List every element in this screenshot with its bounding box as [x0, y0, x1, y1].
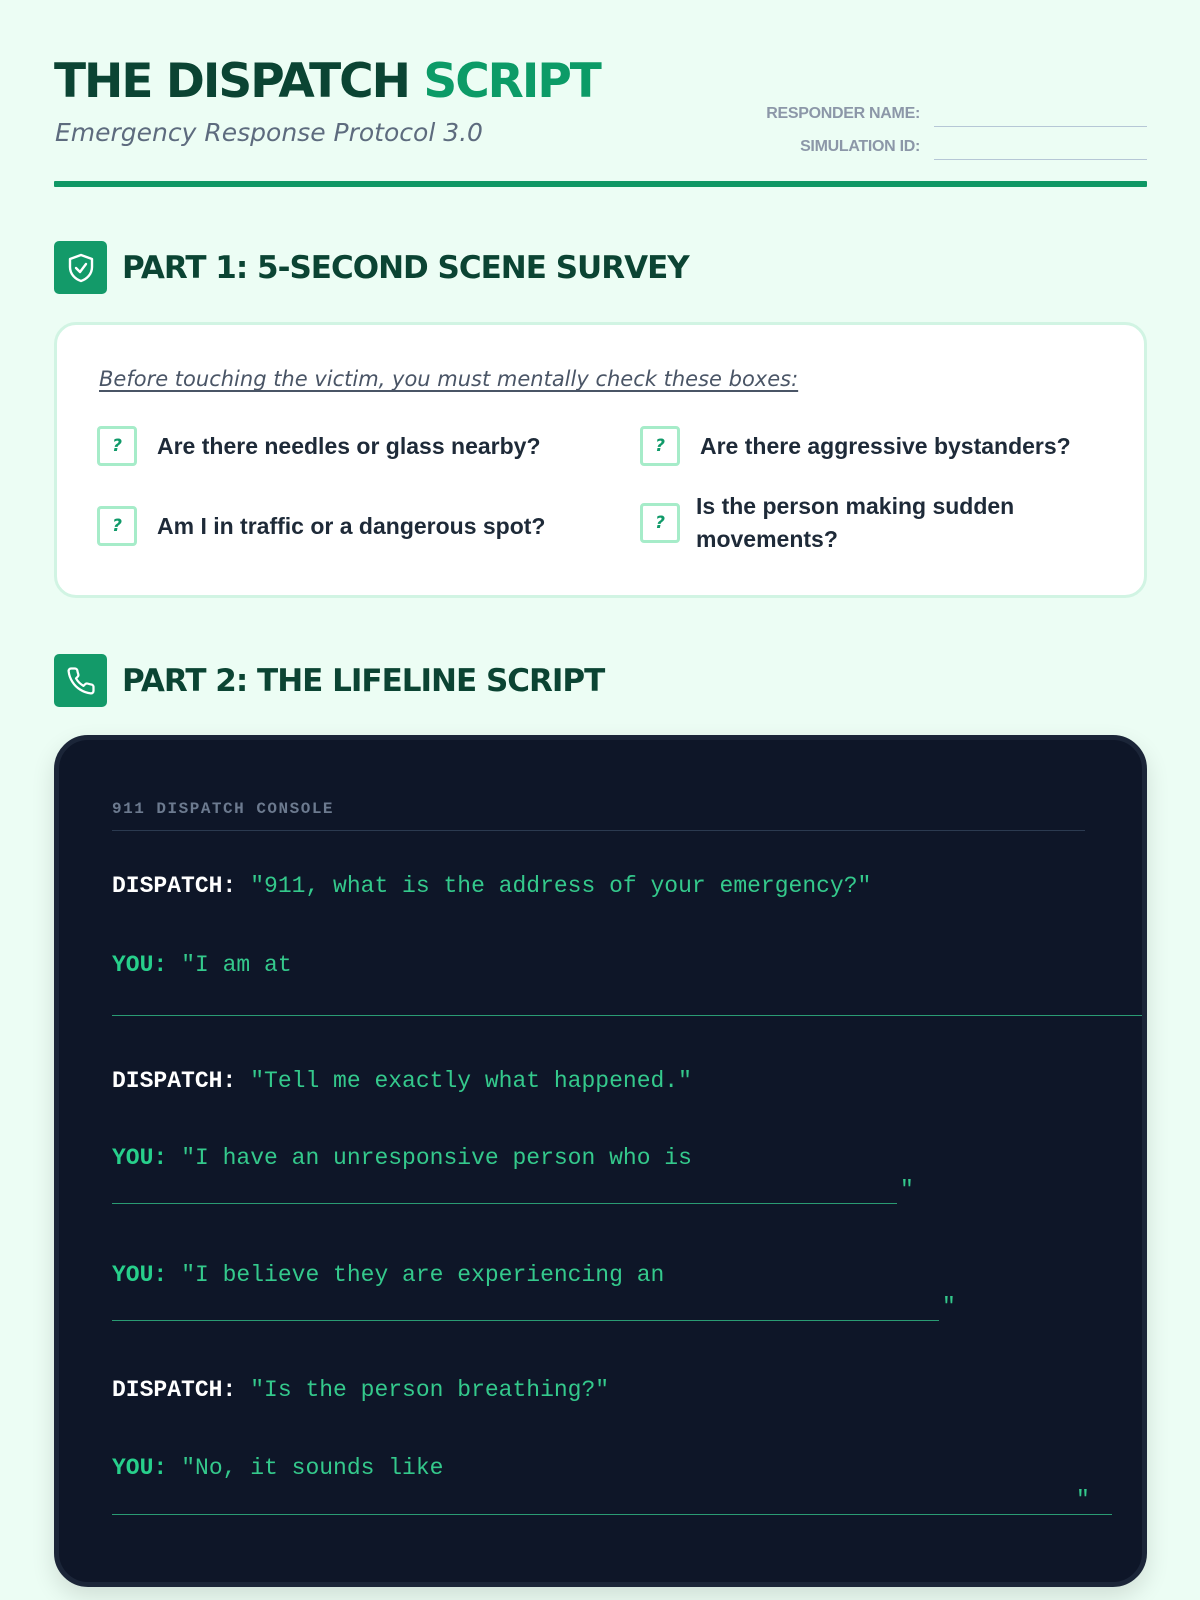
speaker-label: YOU:	[112, 952, 168, 978]
answer-blank-condition[interactable]	[112, 1203, 897, 1204]
closing-quote: "	[942, 1294, 956, 1320]
dialog-text: "Tell me exactly what happened."	[250, 1068, 692, 1094]
checklist-item[interactable]	[640, 426, 1071, 466]
checklist-item-text: Am I in traffic or a dangerous spot?	[157, 512, 546, 539]
dialog-text: "911, what is the address of your emergency?"	[250, 873, 872, 899]
dialog-text: "I believe they are experiencing an	[181, 1262, 665, 1288]
dialog-text: "I am at	[181, 952, 292, 978]
checklist-item[interactable]	[640, 490, 1056, 556]
console-title: 911 DISPATCH CONSOLE	[112, 800, 1085, 831]
speaker-label: YOU:	[112, 1145, 168, 1171]
question-box[interactable]: ?	[97, 426, 137, 466]
worksheet-page	[54, 0, 1147, 1513]
speaker-label: DISPATCH:	[112, 873, 237, 899]
dialog-text: "I have an unresponsive person who is	[181, 1145, 692, 1171]
dialog-line	[112, 952, 292, 978]
speaker-label: DISPATCH:	[112, 1377, 237, 1403]
worksheet-header	[54, 0, 1147, 188]
shield-check-icon	[54, 241, 107, 294]
part1-title: PART 1: 5-SECOND SCENE SURVEY	[122, 249, 689, 286]
speaker-label: DISPATCH:	[112, 1068, 237, 1094]
checklist-item-text: Are there needles or glass nearby?	[157, 432, 541, 459]
responder-name-row	[747, 94, 1147, 127]
answer-blank-emergency[interactable]	[112, 1320, 939, 1321]
simulation-id-label: SIMULATION ID:	[800, 138, 920, 155]
checklist-item-text: Are there aggressive bystanders?	[700, 432, 1071, 459]
responder-name-field[interactable]	[934, 105, 1147, 127]
dialog-line	[112, 1145, 692, 1171]
closing-quote: "	[1076, 1487, 1090, 1513]
phone-icon	[54, 654, 107, 707]
dialog-line	[112, 1455, 443, 1481]
dialog-line	[112, 873, 871, 899]
question-box[interactable]: ?	[640, 503, 680, 543]
part2-header	[54, 654, 604, 707]
title-accent: SCRIPT	[423, 54, 600, 109]
dialog-text: "No, it sounds like	[181, 1455, 444, 1481]
dispatch-console	[54, 735, 1147, 1587]
dialog-line	[112, 1262, 664, 1288]
answer-blank-address[interactable]	[112, 1015, 1142, 1016]
header-divider	[54, 181, 1147, 187]
speaker-label: YOU:	[112, 1262, 168, 1288]
checklist-item[interactable]	[97, 426, 541, 466]
survey-intro: Before touching the victim, you must mentally check these boxes:	[99, 367, 799, 391]
page-subtitle: Emergency Response Protocol 3.0	[55, 118, 483, 147]
checklist-item-text: Is the person making sudden movements?	[696, 493, 1015, 552]
scene-survey-card	[54, 322, 1147, 598]
closing-quote: "	[900, 1177, 914, 1203]
part2-title: PART 2: THE LIFELINE SCRIPT	[122, 662, 605, 699]
simulation-id-row	[747, 127, 1147, 160]
question-box[interactable]: ?	[640, 426, 680, 466]
answer-blank-breathing[interactable]	[112, 1514, 1112, 1515]
dialog-line	[112, 1068, 692, 1094]
dialog-text: "Is the person breathing?"	[250, 1377, 610, 1403]
page-title	[54, 54, 600, 109]
checklist-item[interactable]	[97, 506, 545, 546]
question-box[interactable]: ?	[97, 506, 137, 546]
speaker-label: YOU:	[112, 1455, 168, 1481]
title-main: THE DISPATCH	[54, 54, 409, 109]
responder-name-label: RESPONDER NAME:	[766, 105, 920, 122]
responder-fields	[747, 94, 1147, 160]
simulation-id-field[interactable]	[934, 138, 1147, 160]
dialog-line	[112, 1377, 609, 1403]
part1-header	[54, 241, 689, 294]
